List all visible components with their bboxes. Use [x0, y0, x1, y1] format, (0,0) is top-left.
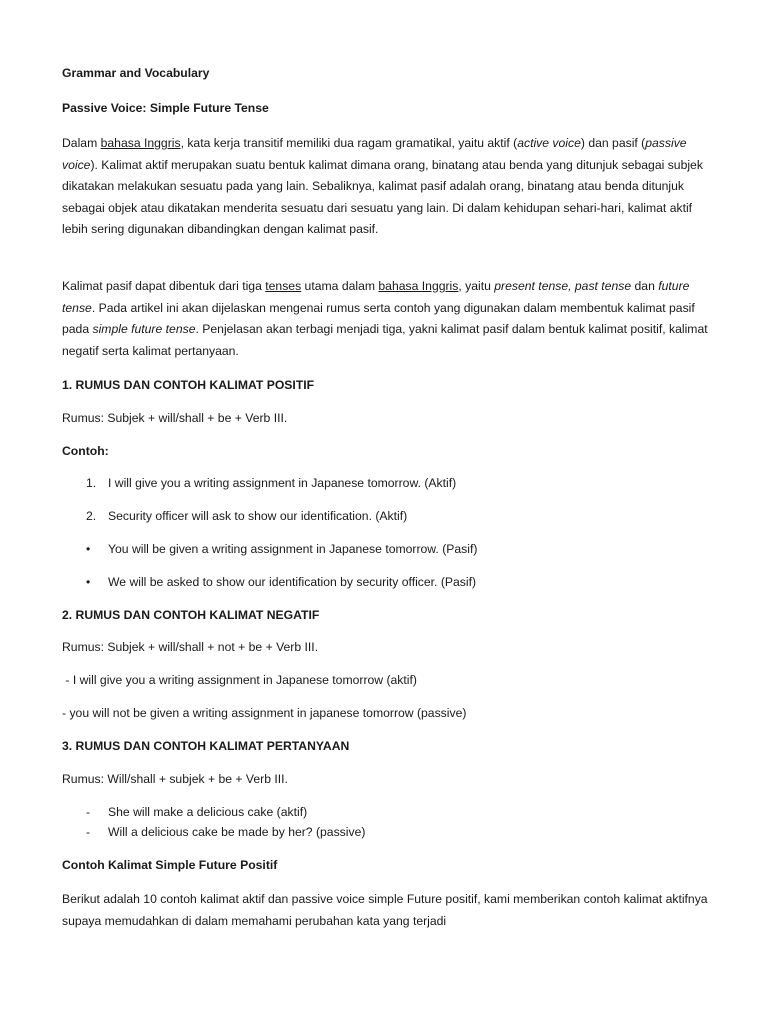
doc-subtitle: Passive Voice: Simple Future Tense: [62, 101, 269, 115]
p2-italic: simple future tense: [92, 322, 196, 337]
p2-run: utama dalam: [301, 279, 379, 293]
paragraph-tenses: [62, 276, 712, 362]
section3-rumus: Rumus: Will/shall + subjek + be + Verb III.: [62, 772, 288, 786]
paragraph-intro: [62, 133, 712, 241]
link-bahasa-inggris-2[interactable]: bahasa Inggris: [378, 279, 459, 293]
section1-contoh-label: Contoh:: [62, 444, 109, 458]
section1-heading: 1. RUMUS DAN CONTOH KALIMAT POSITIF: [62, 378, 315, 392]
list-item-text: Security officer will ask to show our identification. (Aktif): [108, 509, 408, 523]
section1-rumus: Rumus: Subjek + will/shall + be + Verb III.: [62, 411, 288, 425]
link-tenses[interactable]: tenses: [265, 279, 302, 293]
p1-run: Dalam: [62, 136, 101, 150]
list-marker: •: [86, 575, 91, 589]
list-marker: -: [86, 825, 91, 839]
list-item-text: Will a delicious cake be made by her? (passive): [108, 825, 366, 839]
list-item-text: I will give you a writing assignment in Japanese tomorrow. (Aktif): [108, 476, 457, 490]
p2-italic: present tense, past tense: [494, 279, 632, 293]
section2-heading: 2. RUMUS DAN CONTOH KALIMAT NEGATIF: [62, 608, 320, 622]
doc-title: Grammar and Vocabulary: [62, 66, 210, 80]
p1-run: ) dan pasif (: [580, 136, 646, 150]
section2-rumus: Rumus: Subjek + will/shall + not + be + Verb III.: [62, 640, 319, 654]
list-marker: 1.: [86, 476, 97, 490]
section3-heading: 3. RUMUS DAN CONTOH KALIMAT PERTANYAAN: [62, 739, 350, 753]
p2-run: . Pada artikel ini akan dijelaskan mengenai rumus serta contoh yang digunakan dalam membentuk kalimat pasif pada: [62, 300, 695, 337]
list-marker: -: [86, 805, 91, 819]
list-item-text: She will make a delicious cake (aktif): [108, 805, 308, 819]
section4-heading: Contoh Kalimat Simple Future Positif: [62, 858, 278, 872]
p2-italic: future tense: [62, 279, 690, 315]
section2-example-passive: - you will not be given a writing assignment in japanese tomorrow (passive): [62, 706, 467, 720]
list-item-text: We will be asked to show our identification by security officer. (Pasif): [108, 575, 477, 589]
p2-run: . Penjelasan akan terbagi menjadi tiga, yakni kalimat pasif dalam bentuk kalimat positif, kalimat negatif serta kalimat pertanyaan.: [62, 322, 708, 358]
p1-italic: active voice: [517, 136, 581, 150]
p1-run: ). Kalimat aktif merupakan suatu bentuk kalimat dimana orang, binatang atau benda yang ditunjuk sebagai subjek dikatakan melakukan sesuatu pada yang lain. Sebaliknya, kalimat pasif adalah orang, binatang atau benda ditunjuk sebagai objek atau dikatakan menderita sesuatu dari sesuatu yang lain. Di dalam kehidupan sehari-hari, kalimat aktif lebih sering digunakan dibandingkan dengan kalimat pasif.: [62, 157, 703, 237]
p2-run: , yaitu: [458, 279, 495, 293]
list-marker: •: [86, 542, 91, 556]
p2-run: Kalimat pasif dapat dibentuk dari tiga: [62, 279, 266, 293]
list-marker: 2.: [86, 509, 97, 523]
p1-italic: passive voice: [62, 136, 687, 172]
link-bahasa-inggris[interactable]: bahasa Inggris: [100, 136, 181, 150]
section4-paragraph: Berikut adalah 10 contoh kalimat aktif dan passive voice simple Future positif, kami memberikan contoh kalimat aktifnya supaya memudahkan di dalam memahami perubahan kata yang terjadi: [62, 892, 708, 928]
list-item-text: You will be given a writing assignment in Japanese tomorrow. (Pasif): [108, 542, 478, 556]
p1-run: , kata kerja transitif memiliki dua ragam gramatikal, yaitu aktif (: [180, 136, 518, 150]
section2-example-active: - I will give you a writing assignment in Japanese tomorrow (aktif): [62, 673, 417, 687]
p2-run: dan: [631, 279, 659, 293]
